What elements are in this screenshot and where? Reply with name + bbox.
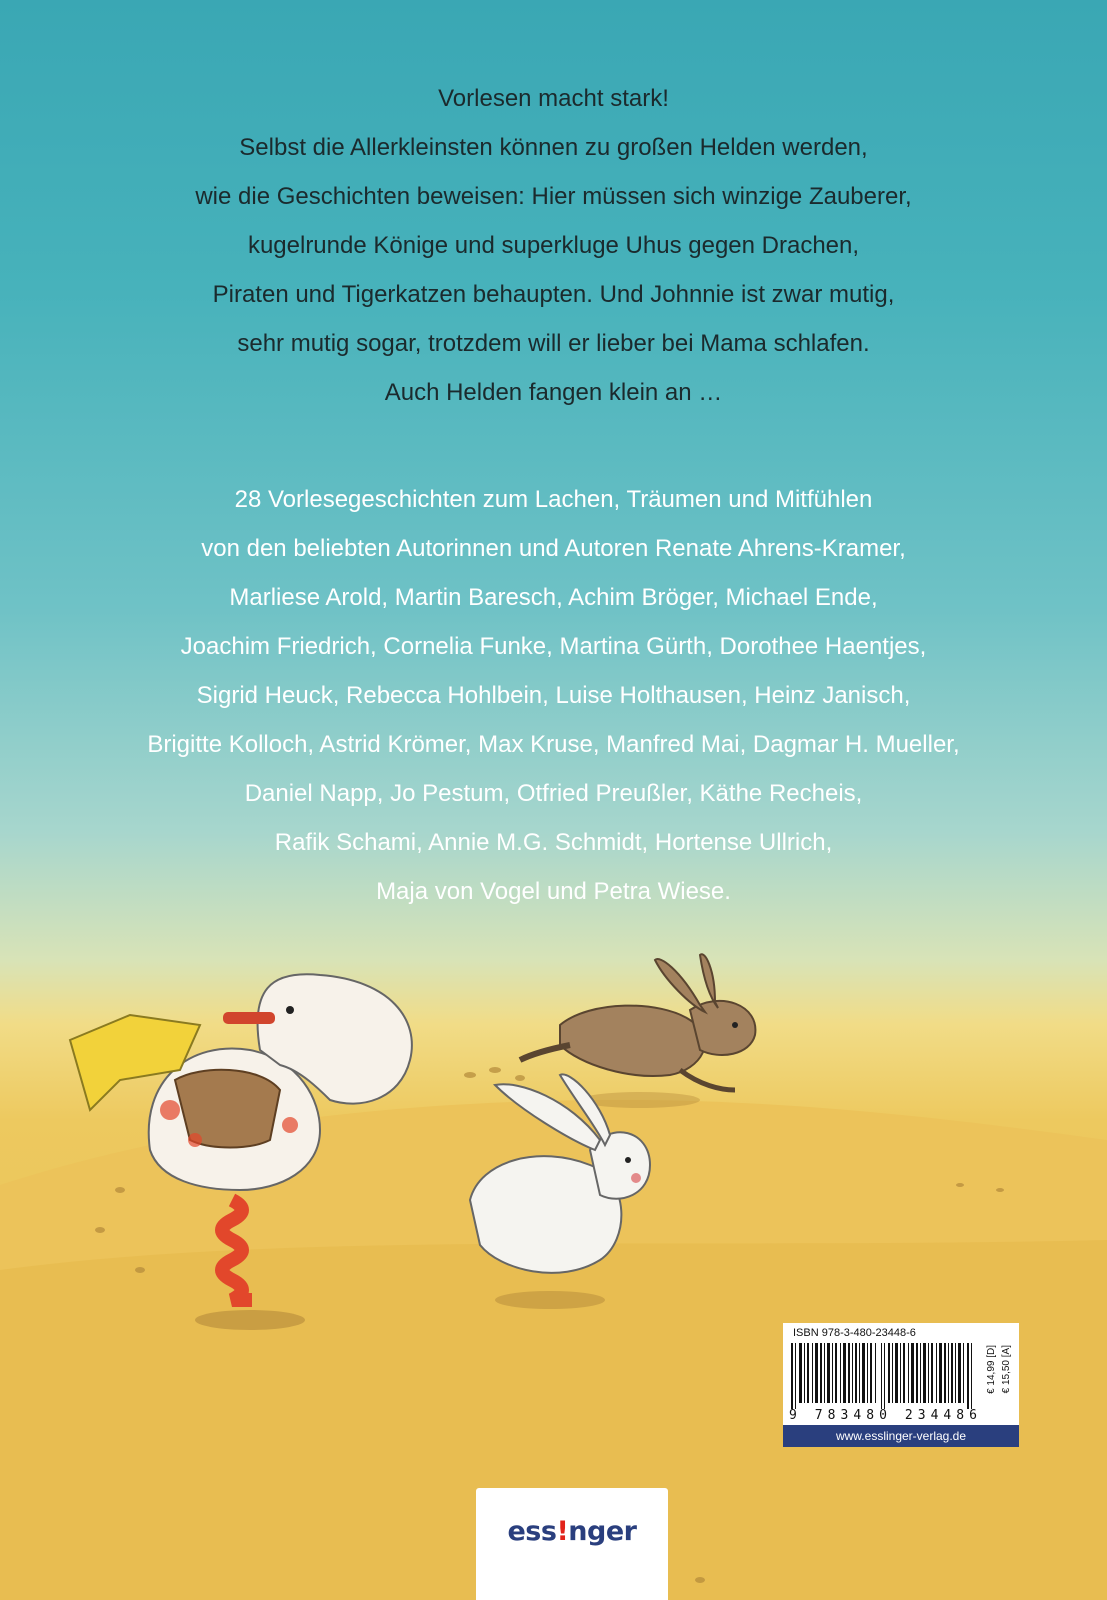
isbn-number: ISBN 978-3-480-23448-6 <box>793 1327 916 1339</box>
intro-line: Vorlesen macht stark! <box>438 85 669 112</box>
barcode-digits: 9 783480 234486 <box>789 1408 977 1421</box>
authors-line: Marliese Arold, Martin Baresch, Achim Bröger, Michael Ende, <box>229 584 878 611</box>
intro-line: wie die Geschichten beweisen: Hier müssen sich winzige Zauberer, <box>195 183 912 210</box>
authors-blurb <box>0 475 1107 916</box>
price-germany: € 14,99 [D] <box>986 1345 997 1394</box>
intro-blurb <box>0 74 1107 417</box>
authors-line: Brigitte Kolloch, Astrid Krömer, Max Kruse, Manfred Mai, Dagmar H. Mueller, <box>147 731 960 758</box>
authors-line: Maja von Vogel und Petra Wiese. <box>376 878 731 905</box>
publisher-logo-tab <box>476 1488 668 1600</box>
logo-exclamation: ! <box>556 1516 569 1547</box>
brown-hare <box>520 954 755 1108</box>
authors-line: Daniel Napp, Jo Pestum, Otfried Preußler, Käthe Recheis, <box>244 780 863 807</box>
intro-line: sehr mutig sogar, trotzdem will er lieber bei Mama schlafen. <box>237 330 870 357</box>
authors-line: Rafik Schami, Annie M.G. Schmidt, Hortense Ullrich, <box>274 829 833 856</box>
barcode-graphic <box>789 1343 979 1421</box>
authors-line: 28 Vorlesegeschichten zum Lachen, Träumen und Mitfühlen <box>234 486 873 513</box>
intro-line: Auch Helden fangen klein an … <box>384 379 723 406</box>
intro-line: kugelrunde Könige und superkluge Uhus gegen Drachen, <box>247 232 860 259</box>
intro-line: Selbst die Allerkleinsten können zu großen Helden werden, <box>239 134 868 161</box>
authors-line: Joachim Friedrich, Cornelia Funke, Martina Gürth, Dorothee Haentjes, <box>180 633 927 660</box>
intro-line: Piraten und Tigerkatzen behaupten. Und Johnnie ist zwar mutig, <box>212 281 895 308</box>
authors-line: von den beliebten Autorinnen und Autoren Renate Ahrens-Kramer, <box>201 535 906 562</box>
esslinger-logo: ess!nger <box>507 1516 637 1547</box>
authors-line: Sigrid Heuck, Rebecca Hohlbein, Luise Holthausen, Heinz Janisch, <box>196 682 911 709</box>
isbn-barcode-box <box>783 1323 1019 1447</box>
publisher-url: www.esslinger-verlag.de <box>783 1425 1019 1447</box>
price-austria: € 15,50 [A] <box>1001 1345 1012 1394</box>
